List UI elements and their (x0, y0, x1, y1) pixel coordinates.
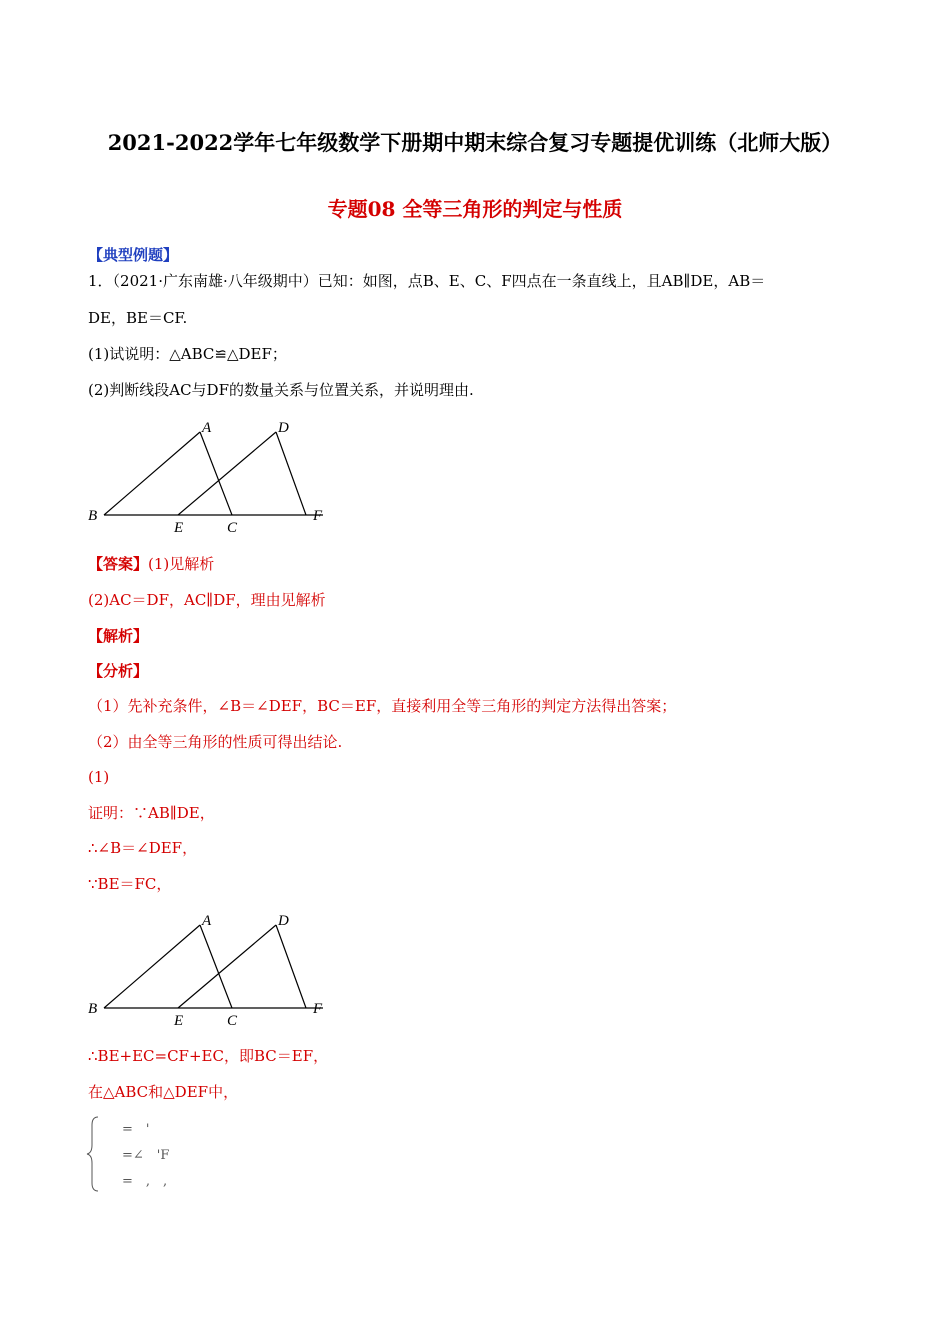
label-c-2: C (227, 1013, 238, 1029)
line-ab (104, 432, 200, 515)
label-a-2: A (202, 913, 212, 929)
document-subtitle: 专题08 全等三角形的判定与性质 (327, 197, 623, 221)
answer-label: 【答案】 (88, 555, 149, 573)
label-f: F (313, 508, 323, 524)
fenxi-label: 【分析】 (88, 662, 149, 680)
line-df-2 (276, 925, 306, 1008)
analysis-step-2: （2）由全等三角形的性质可得出结论. (88, 733, 343, 751)
question-1: (1)试说明：△ABC≌△DEF； (88, 345, 287, 363)
proof-line-3: ∵BE＝FC， (88, 875, 172, 893)
triangle-figure-2 (80, 905, 340, 1030)
label-a: A (202, 420, 212, 436)
proof-line-4: ∴BE+EC=CF+EC，即BC＝EF， (88, 1047, 329, 1065)
system-row-1: = ' (122, 1122, 150, 1137)
answer-line-1 (88, 554, 214, 574)
system-brace (86, 1115, 106, 1193)
label-e: E (174, 520, 184, 536)
answer-part-2: (2)AC＝DF，AC∥DF，理由见解析 (88, 591, 326, 609)
section-label: 【典型例题】 (88, 246, 179, 264)
triangle-figure (80, 412, 340, 537)
problem-line-1: 1．（2021·广东南雄·八年级期中）已知：如图，点B、E、C、F四点在一条直线上，且AB∥DE，AB＝ (88, 272, 766, 290)
system-row-3: = , , (122, 1174, 168, 1189)
proof-line-1: 证明：∵AB∥DE， (88, 804, 215, 822)
proof-line-5: 在△ABC和△DEF中， (88, 1083, 239, 1101)
problem-line-2: DE，BE＝CF. (88, 309, 188, 327)
question-2: (2)判断线段AC与DF的数量关系与位置关系，并说明理由. (88, 381, 474, 399)
answer-part-1: (1)见解析 (148, 555, 215, 573)
label-b-2: B (88, 1001, 98, 1017)
label-d: D (278, 420, 289, 436)
analysis-step-1: （1）先补充条件，∠B＝∠DEF，BC＝EF，直接利用全等三角形的判定方法得出答案； (88, 697, 677, 715)
jiexi-label: 【解析】 (88, 627, 149, 645)
document-title: 2021-2022学年七年级数学下册期中期末综合复习专题提优训练（北师大版） (107, 130, 843, 155)
solution-part-label: (1) (88, 768, 110, 786)
line-df (276, 432, 306, 515)
line-ab-2 (104, 925, 200, 1008)
label-f-2: F (313, 1001, 323, 1017)
label-e-2: E (174, 1013, 184, 1029)
system-row-2: =∠ 'F (122, 1148, 170, 1163)
label-c: C (227, 520, 238, 536)
label-b: B (88, 508, 98, 524)
label-d-2: D (278, 913, 289, 929)
proof-line-2: ∴∠B＝∠DEF， (88, 839, 198, 857)
